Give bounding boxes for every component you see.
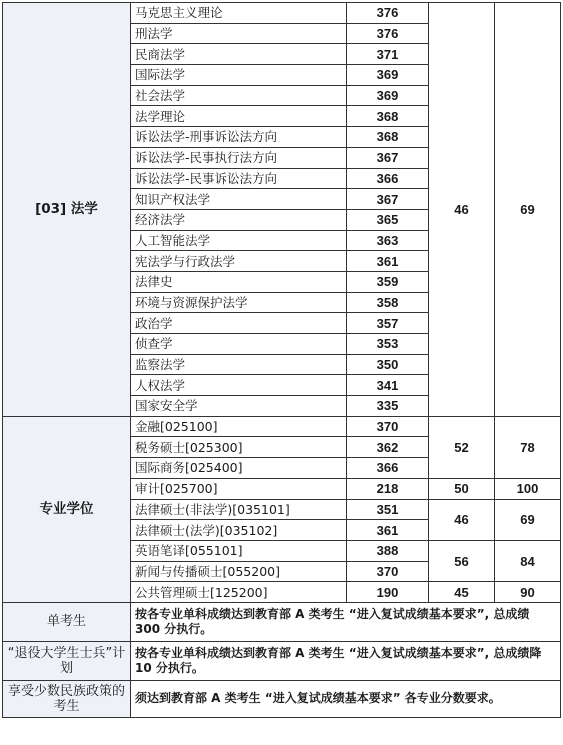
major-name: 监察法学: [131, 354, 347, 375]
total-score: 335: [347, 396, 429, 417]
major-name: 知识产权法学: [131, 189, 347, 210]
major-name: 刑法学: [131, 23, 347, 44]
total-score: 190: [347, 582, 429, 603]
major-name: 诉讼法学-刑事诉讼法方向: [131, 127, 347, 148]
note-text: 按各专业单科成绩达到教育部 A 类考生 “进入复试成绩基本要求”, 总成绩降 10 分执行。: [131, 641, 561, 680]
total-score: 361: [347, 520, 429, 541]
major-name: 税务硕士[025300]: [131, 437, 347, 458]
total-score: 370: [347, 561, 429, 582]
table-row: [3, 416, 561, 437]
total-score: 363: [347, 230, 429, 251]
total-score: 388: [347, 540, 429, 561]
major-name: 国家安全学: [131, 396, 347, 417]
table-row: [3, 3, 561, 24]
total-score: 369: [347, 65, 429, 86]
note-row: [3, 602, 561, 641]
total-score: 218: [347, 478, 429, 499]
total-score: 366: [347, 168, 429, 189]
single-subject-score-100: 45: [429, 582, 495, 603]
major-name: 法律史: [131, 271, 347, 292]
major-name: 新闻与传播硕士[055200]: [131, 561, 347, 582]
total-score: 358: [347, 292, 429, 313]
single-subject-score-100: 50: [429, 478, 495, 499]
major-name: 英语笔译[055101]: [131, 540, 347, 561]
total-score: 353: [347, 334, 429, 355]
total-score: 368: [347, 127, 429, 148]
total-score: 357: [347, 313, 429, 334]
note-text: 须达到教育部 A 类考生 “进入复试成绩基本要求” 各专业分数要求。: [131, 680, 561, 717]
major-name: 人权法学: [131, 375, 347, 396]
single-subject-score-150: 69: [495, 3, 561, 417]
major-name: 诉讼法学-民事执行法方向: [131, 147, 347, 168]
major-name: 环境与资源保护法学: [131, 292, 347, 313]
single-subject-score-150: 69: [495, 499, 561, 540]
major-name: 法律硕士(非法学)[035101]: [131, 499, 347, 520]
major-name: 民商法学: [131, 44, 347, 65]
major-name: 马克思主义理论: [131, 3, 347, 24]
category-label-professional: 专业学位: [3, 416, 131, 602]
single-subject-score-150: 100: [495, 478, 561, 499]
major-name: 人工智能法学: [131, 230, 347, 251]
major-name: 金融[025100]: [131, 416, 347, 437]
total-score: 350: [347, 354, 429, 375]
note-row: [3, 680, 561, 717]
total-score: 376: [347, 3, 429, 24]
single-subject-score-150: 84: [495, 540, 561, 581]
total-score: 351: [347, 499, 429, 520]
total-score: 366: [347, 458, 429, 479]
single-subject-score-100: 52: [429, 416, 495, 478]
single-subject-score-150: 78: [495, 416, 561, 478]
category-label-law: [03] 法学: [3, 3, 131, 417]
major-name: 国际商务[025400]: [131, 458, 347, 479]
total-score: 371: [347, 44, 429, 65]
note-label: “退役大学生士兵”计划: [3, 641, 131, 680]
major-name: 经济法学: [131, 209, 347, 230]
major-name: 诉讼法学-民事诉讼法方向: [131, 168, 347, 189]
single-subject-score-100: 46: [429, 3, 495, 417]
major-name: 审计[025700]: [131, 478, 347, 499]
total-score: 376: [347, 23, 429, 44]
note-label: 享受少数民族政策的考生: [3, 680, 131, 717]
major-name: 社会法学: [131, 85, 347, 106]
major-name: 侦查学: [131, 334, 347, 355]
major-name: 法学理论: [131, 106, 347, 127]
single-subject-score-150: 90: [495, 582, 561, 603]
total-score: 362: [347, 437, 429, 458]
total-score: 365: [347, 209, 429, 230]
major-name: 公共管理硕士[125200]: [131, 582, 347, 603]
total-score: 369: [347, 85, 429, 106]
total-score: 361: [347, 251, 429, 272]
note-label: 单考生: [3, 602, 131, 641]
total-score: 370: [347, 416, 429, 437]
score-table: [2, 2, 561, 718]
major-name: 法律硕士(法学)[035102]: [131, 520, 347, 541]
total-score: 367: [347, 147, 429, 168]
major-name: 政治学: [131, 313, 347, 334]
score-table-body: [3, 3, 561, 718]
major-name: 国际法学: [131, 65, 347, 86]
total-score: 341: [347, 375, 429, 396]
note-row: [3, 641, 561, 680]
note-text: 按各专业单科成绩达到教育部 A 类考生 “进入复试成绩基本要求”, 总成绩 300 分执行。: [131, 602, 561, 641]
total-score: 367: [347, 189, 429, 210]
single-subject-score-100: 56: [429, 540, 495, 581]
total-score: 359: [347, 271, 429, 292]
single-subject-score-100: 46: [429, 499, 495, 540]
total-score: 368: [347, 106, 429, 127]
major-name: 宪法学与行政法学: [131, 251, 347, 272]
